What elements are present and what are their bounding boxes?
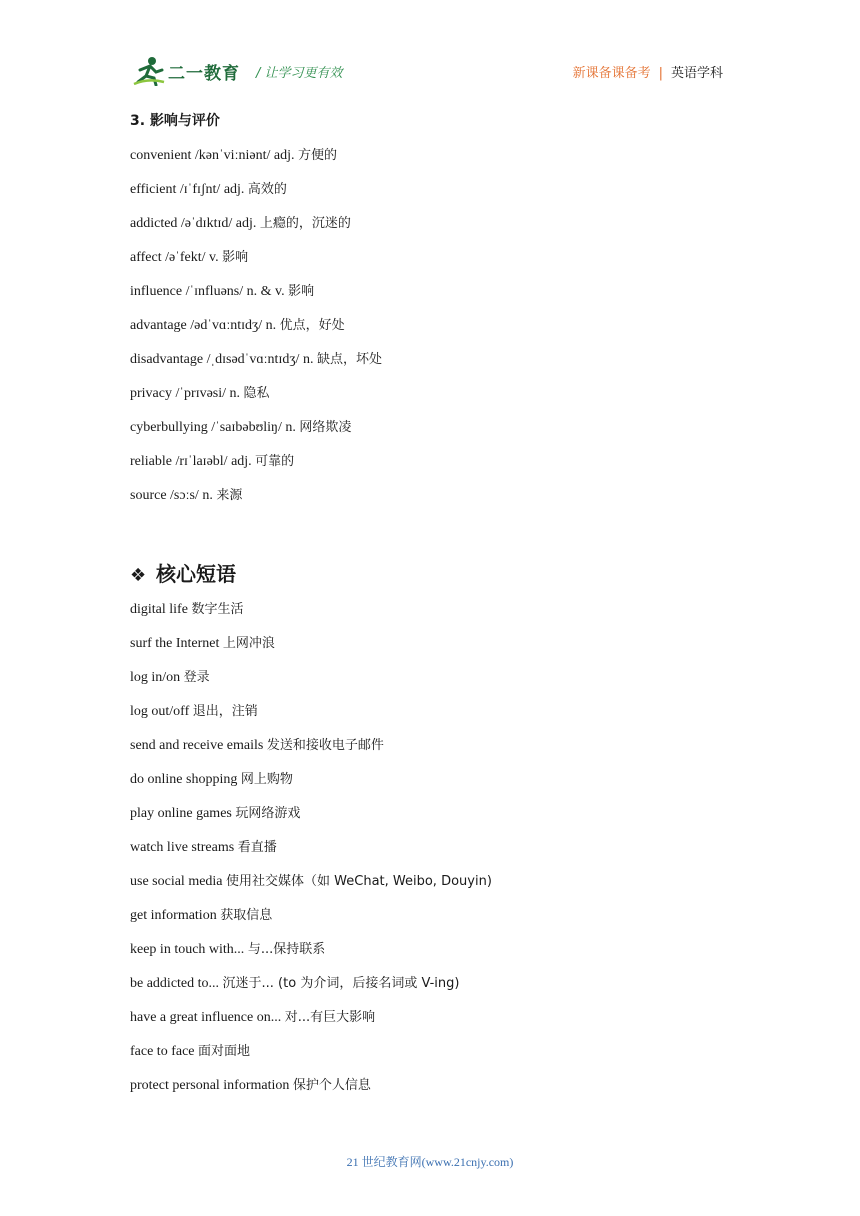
vocab-item [130, 346, 750, 380]
phrase-item [130, 596, 750, 630]
phrase-item-chinese: 与...保持联系 [247, 942, 326, 957]
vocab-item-english: efficient /ɪˈfɪʃnt/ adj. [130, 182, 248, 197]
vocab-item-english: convenient /kənˈviːniənt/ adj. [130, 148, 298, 163]
header-course-label: 新课备课备考 [572, 66, 651, 81]
vocab-item-chinese: 上瘾的，沉迷的 [259, 216, 351, 231]
phrase-item-chinese: 上网冲浪 [222, 636, 275, 651]
vocab-item [130, 244, 750, 278]
phrase-item-english: send and receive emails [130, 738, 267, 753]
phrase-item-english: protect personal information [130, 1078, 293, 1093]
vocab-item-chinese: 影响 [288, 284, 315, 299]
vocab-item-english: privacy /ˈprɪvəsi/ n. [130, 386, 244, 401]
phrase-item-chinese: 保护个人信息 [292, 1078, 371, 1093]
vocab-item-chinese: 缺点，坏处 [316, 352, 382, 367]
phrase-item-chinese: 对...有巨大影响 [284, 1010, 376, 1025]
vocab-item-english: influence /ˈɪnfluəns/ n. & v. [130, 284, 289, 299]
vocab-item-chinese: 影响 [222, 250, 249, 265]
phrase-item [130, 1038, 750, 1072]
phrase-item-english: get information [130, 908, 221, 923]
vocab-item [130, 414, 750, 448]
phrase-item [130, 834, 750, 868]
vocab-item-english: advantage /ədˈvɑːntɪdʒ/ n. [130, 318, 280, 333]
vocab-list [130, 142, 750, 516]
phrase-item-chinese: 沉迷于... (to 为介词，后接名词或 V-ing) [222, 976, 460, 991]
phrase-item-chinese: 数字生活 [191, 602, 244, 617]
header-separator: | [658, 66, 663, 81]
phrases-heading [130, 552, 750, 596]
slogan: / 让学习更有效 [256, 66, 343, 81]
vocab-item-english: reliable /rɪˈlaɪəbl/ adj. [130, 454, 256, 469]
vocab-item [130, 142, 750, 176]
phrase-item [130, 698, 750, 732]
phrase-item-chinese: 使用社交媒体（如 WeChat, Weibo, Douyin) [226, 874, 492, 889]
phrase-item [130, 970, 750, 1004]
vocab-item-chinese: 隐私 [243, 386, 270, 401]
vocab-item-english: cyberbullying /ˈsaɪbəbʊliŋ/ n. [130, 420, 300, 435]
diamond-bullet-icon: ❖ [130, 565, 147, 586]
phrase-item [130, 1072, 750, 1106]
phrase-item [130, 1004, 750, 1038]
phrase-item-chinese: 网上购物 [240, 772, 293, 787]
phrase-item-english: log out/off [130, 704, 193, 719]
phrase-item-english: use social media [130, 874, 227, 889]
phrase-item-english: face to face [130, 1044, 198, 1059]
vocab-item [130, 312, 750, 346]
phrase-item-english: watch live streams [130, 840, 238, 855]
logo [132, 56, 242, 88]
section-heading: 3. 影响与评价 [130, 113, 220, 129]
phrase-item-chinese: 玩网络游戏 [235, 806, 301, 821]
page-footer: 21 世纪教育网(www.21cnjy.com) [346, 1155, 514, 1169]
phrase-item-chinese: 获取信息 [220, 908, 273, 923]
phrase-item-english: be addicted to... [130, 976, 223, 991]
phrase-item-english: play online games [130, 806, 236, 821]
phrase-list [130, 596, 750, 1106]
phrase-item [130, 766, 750, 800]
vocab-item-english: source /sɔːs/ n. [130, 488, 217, 503]
phrase-item [130, 664, 750, 698]
phrase-item-chinese: 退出，注销 [192, 704, 258, 719]
phrase-item [130, 936, 750, 970]
phrase-item-chinese: 登录 [183, 670, 210, 685]
phrase-item-english: have a great influence on... [130, 1010, 285, 1025]
vocab-item [130, 176, 750, 210]
vocab-item [130, 380, 750, 414]
phrase-item-english: log in/on [130, 670, 184, 685]
phrase-item-english: digital life [130, 602, 192, 617]
phrase-item-english: keep in touch with... [130, 942, 248, 957]
header-subject [573, 62, 723, 81]
vocab-item [130, 278, 750, 312]
vocab-item-chinese: 方便的 [297, 148, 337, 163]
vocab-item [130, 448, 750, 482]
page-header [0, 0, 860, 100]
phrase-item-chinese: 发送和接收电子邮件 [266, 738, 384, 753]
vocab-item [130, 482, 750, 516]
phrase-item-english: do online shopping [130, 772, 241, 787]
phrases-heading-text: 核心短语 [156, 562, 236, 586]
phrase-item-chinese: 面对面地 [198, 1044, 251, 1059]
phrase-item [130, 732, 750, 766]
vocab-item-english: disadvantage /ˌdɪsədˈvɑːntɪdʒ/ n. [130, 352, 317, 367]
vocab-item-chinese: 优点，好处 [279, 318, 345, 333]
phrase-item [130, 868, 750, 902]
logo-text: 二一教育 [168, 64, 240, 84]
vocab-item-english: addicted /əˈdɪktɪd/ adj. [130, 216, 260, 231]
vocab-item [130, 210, 750, 244]
header-subject-label: 英语学科 [670, 66, 723, 81]
runner-logo-icon [132, 56, 166, 86]
vocab-item-english: affect /əˈfekt/ v. [130, 250, 223, 265]
phrase-item-english: surf the Internet [130, 636, 223, 651]
vocab-item-chinese: 网络欺凌 [299, 420, 352, 435]
phrase-item [130, 630, 750, 664]
phrase-item [130, 902, 750, 936]
phrase-item-chinese: 看直播 [237, 840, 277, 855]
phrase-item [130, 800, 750, 834]
vocab-item-chinese: 高效的 [247, 182, 287, 197]
vocab-item-chinese: 可靠的 [255, 454, 295, 469]
main-content [130, 108, 750, 1106]
vocab-item-chinese: 来源 [216, 488, 243, 503]
